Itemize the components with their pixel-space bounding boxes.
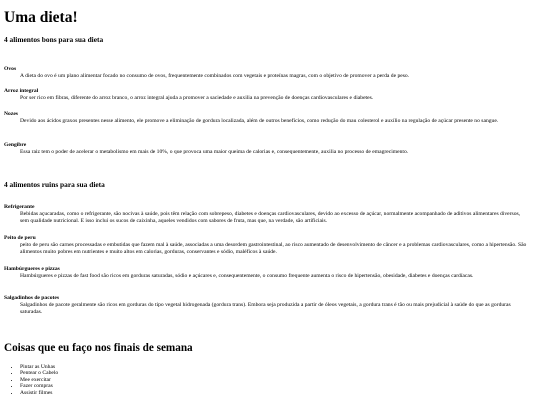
food-description: peito de peru são carnes processadas e embutidas que fazem mal à saúde, associadas a uma desordem gastrointestinal, ao risco aumentado de desenvolvimento de câncer e a problemas cardiovasculares, como a hipertensão. São alimentos muito pobres em nutrientes e muito altos em calorias, gorduras, conservantes e sódio, maléficos à saúde. bbox=[20, 242, 527, 256]
food-name: Refrigerante bbox=[4, 204, 35, 210]
food-name: Ovos bbox=[4, 66, 17, 72]
good-food-item bbox=[4, 88, 530, 102]
good-food-item bbox=[4, 66, 530, 80]
bad-food-item bbox=[4, 266, 530, 280]
good-food-item bbox=[4, 111, 530, 125]
good-food-item bbox=[4, 142, 530, 156]
food-name: Salgadinhos de pacotes bbox=[4, 295, 60, 301]
list-item: • Fazer compras bbox=[20, 383, 58, 389]
food-name: Peito de peru bbox=[4, 235, 36, 241]
list-item: • Pintar as Unhas bbox=[20, 364, 58, 370]
food-description: Por ser rico em fibras, diferente do arroz branco, o arroz integral ajuda a promover a saciedade e auxilia na prevenção de doenças cardiovasculares e diabetes. bbox=[20, 95, 374, 101]
bad-foods-heading: 4 alimentos ruins para sua dieta bbox=[4, 180, 105, 189]
food-description: Bebidas açucaradas, como o refrigerante, são nocivas à saúde, pois têm relação com sobrepeso, diabetes e doenças cardiovasculares, devido ao excesso de açúcar, normalmente acompanhado de aditivos alimentares diversos, sem qualidade nutricional. E isso inclui os sucos de caixinha, aqueles vendidos com sabores de fruta, mas que, na verdade, são artificiais. bbox=[20, 211, 521, 225]
food-description: Hambúrgueres e pizzas de fast food são ricos em gorduras saturadas, sódio e açúcares e, consequentemente, o consumo frequente aumenta o risco de hipertensão, obesidade, diabetes e doenças cardíacas. bbox=[20, 273, 474, 279]
bad-food-item bbox=[4, 295, 530, 316]
food-name: Arroz integral bbox=[4, 88, 39, 94]
food-name: Nozes bbox=[4, 111, 18, 117]
food-name: Gengibre bbox=[4, 142, 27, 148]
food-name: Hambúrgueres e pizzas bbox=[4, 266, 60, 272]
page-title: Uma dieta! bbox=[4, 9, 78, 26]
food-description: Devido aos ácidos graxos presentes nesse alimento, ele promove a eliminação de gordura localizada, além de outros benefícios, como redução do mau colesterol e auxílio na regulação de açúcar presente no sangue. bbox=[20, 118, 499, 124]
list-item: • Mee exercitar bbox=[20, 377, 58, 383]
good-foods-heading: 4 alimentos bons para sua dieta bbox=[4, 35, 104, 44]
list-item: • Pentear o Cabelo bbox=[20, 370, 58, 376]
food-description: A dieta do ovo é um plano alimentar focado no consumo de ovos, frequentemente combinados com vegetais e proteínas magras, com o objetivo de promover a perda de peso. bbox=[20, 73, 410, 79]
food-description: Salgadinhos de pacote geralmente são ricos em gorduras do tipo vegetal hidrogenada (gordura trans). Embora seja produzida a partir de óleos vegetais, a gordura trans é tão ou mais prejudicial à saúde do que as gorduras saturadas. bbox=[20, 302, 511, 316]
bad-food-item bbox=[4, 204, 530, 225]
bad-food-item bbox=[4, 235, 530, 256]
weekend-list bbox=[4, 364, 58, 396]
food-description: Essa raiz tem o poder de acelerar o metabolismo em mais de 10%, o que provoca uma maior queima de calorias e, consequentemente, auxilia no processo de emagrecimento. bbox=[20, 149, 409, 155]
weekend-heading: Coisas que eu faço nos finais de semana bbox=[4, 342, 193, 354]
list-item: • Assistir filmes bbox=[20, 390, 58, 396]
